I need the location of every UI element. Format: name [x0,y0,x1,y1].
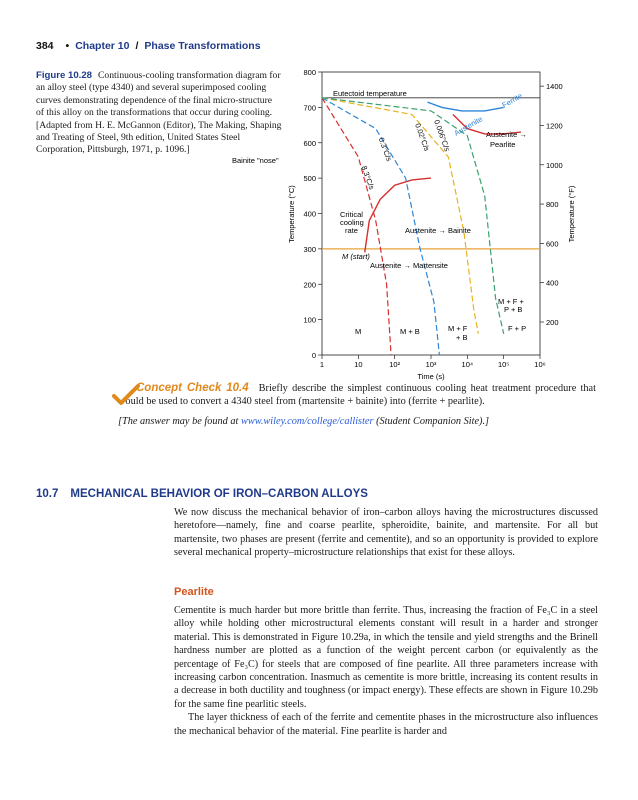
cooling-rate-label: 0.006°C/s [432,118,452,153]
y-tick-label: 200 [303,280,316,290]
label-mf-1: M + F [448,324,468,333]
label-ferrite: Ferrite [500,91,524,110]
y-tick-label: 800 [303,68,316,77]
pearlite-para-1: Cementite is much harder but more brittle than ferrite. Thus, increasing the fraction of Fe₃C in a steel alloy while holding other microstructural elements constant will result in a harder and stronger material. This is demonstrated in Figure 10.29a, in which the tensile and yield strengths and the Brinell hardness number are plotted as a function of the weight percent carbon (or equivalently as the percentage of Fe₃C) for steels that are composed of fine pearlite. All three parameters increase with increasing carbon concentration. Inasmuch as cementite is more brittle, increasing its content results in a decrease in both ductility and toughness (or impact energy). These effects are shown in Figure 10.29b for the same fine pearlitic steels. [174,605,598,710]
x-axis-label: Time (s) [417,372,445,381]
concept-check [118,382,596,428]
y-right-tick-label: 1200 [546,121,563,131]
x-tick-label: 10⁶ [534,360,546,369]
y-tick-label: 700 [303,103,316,113]
label-mstart: M (start) [342,252,370,261]
cooling-rate-label: 0.3°C/s [376,136,394,163]
pearlite-para-2: The layer thickness of each of the ferrite and cementite phases in the microstructure also influences the mechanical behavior of the material. Fine pearlite is harder and [174,712,598,737]
y-right-tick-label: 200 [546,317,559,327]
y-right-tick-label: 600 [546,239,559,249]
figure-source: [Adapted from H. E. McGannon (Editor), The Making, Shaping and Treating of Steel, 9th edition, United States Steel Corporation, Pittsburgh, 1971, p. 1096.] [36,119,282,156]
y-right-tick-label: 800 [546,200,559,210]
concept-check-question: Briefly describe the simplest continuous cooling heat treatment procedure that would be used to convert a 4340 steel from (martensite + bainite) into (ferrite + pearlite). [118,383,596,408]
label-fp: F + P [508,324,527,333]
chapter-label: Chapter 10 [75,40,130,52]
y-right-tick-label: 1400 [546,82,563,92]
label-critical-2: cooling [340,218,364,227]
x-tick-label: 10⁴ [461,360,474,369]
label-m: M [355,327,362,336]
y-tick-label: 600 [303,138,316,148]
figure-label: Figure 10.28 [36,70,92,81]
x-tick-label: 1 [319,360,325,369]
chapter-title: Phase Transformations [144,40,261,52]
concept-check-label: Concept Check 10.4 [136,382,249,394]
y-tick-label: 400 [303,209,316,219]
cooling-rate-label: 8.3°C/s [359,164,377,191]
label-mf-2: + B [456,333,468,342]
label-mb: M + B [400,327,420,336]
header-separator: • [65,40,70,52]
cooling-rate-label: 0.02°C/s [413,122,432,153]
label-austenite-bainite: Austenite → Bainite [405,226,471,235]
y-right-tick-label: 400 [546,278,559,288]
section-heading [36,488,368,500]
label-austenite-martensite: Austenite → Martensite [370,261,448,270]
y-axis-label-right: Temperature (°F) [567,185,576,243]
section-intro: We now discuss the mechanical behavior of iron–carbon alloys having the microstructures discussed heretofore—namely, fine and coarse pearlite, spheroidite, bainite, and martensite. For all but martensite, two phases are present (ferrite and cementite), and so an opportunity is provided to explore several mechanical property–microstructure relationships that exist for these alloys. [174,507,598,559]
y-tick-label: 500 [303,174,316,184]
answer-link[interactable]: www.wiley.com/college/callister [241,415,374,427]
label-austenite-top: Austenite [452,114,485,138]
y-axis-label-left: Temperature (°C) [287,185,296,243]
x-tick-label: 10⁵ [497,360,510,369]
answer-suffix: (Student Companion Site).] [376,415,490,427]
label-mfp-2: P + B [504,305,523,314]
x-tick-label: 10² [389,360,401,369]
label-eutectoid: Eutectoid temperature [333,89,407,98]
concept-check-answer [118,415,596,428]
label-austenite-arrow: Austenite → [486,130,527,139]
checkmark-icon [112,384,140,406]
answer-prefix: [The answer may be found at [118,415,239,427]
x-tick-label: 10³ [425,360,437,369]
figure-caption-text: Continuous-cooling transformation diagram for an alloy steel (type 4340) and several superimposed cooling curves demonstrating dependence of the final micro-structure of this alloy on the transformations that occur during cooling. [36,70,281,119]
transformation-curve [428,102,504,111]
section-number: 10.7 [36,488,59,500]
x-tick-label: 10 [354,360,363,369]
label-pearlite: Pearlite [490,140,516,149]
pearlite-body [174,604,598,738]
subheading-pearlite: Pearlite [174,586,214,598]
y-tick-label: 0 [311,351,316,360]
section-title: MECHANICAL BEHAVIOR OF IRON–CARBON ALLOYS [70,488,368,500]
label-bainite-nose: Bainite "nose" [232,156,279,165]
chart-axes [287,68,576,381]
y-tick-label: 300 [303,244,316,254]
label-critical-3: rate [345,226,358,235]
label-mfp-1: M + F + [498,297,524,306]
y-right-tick-label: 1000 [546,160,563,170]
y-tick-label: 100 [303,315,316,325]
chart-annotations [232,89,527,342]
header-slash: / [135,40,139,52]
label-critical-1: Critical [340,210,363,219]
concept-check-question-para [118,382,596,409]
page-number: 384 [36,40,54,52]
